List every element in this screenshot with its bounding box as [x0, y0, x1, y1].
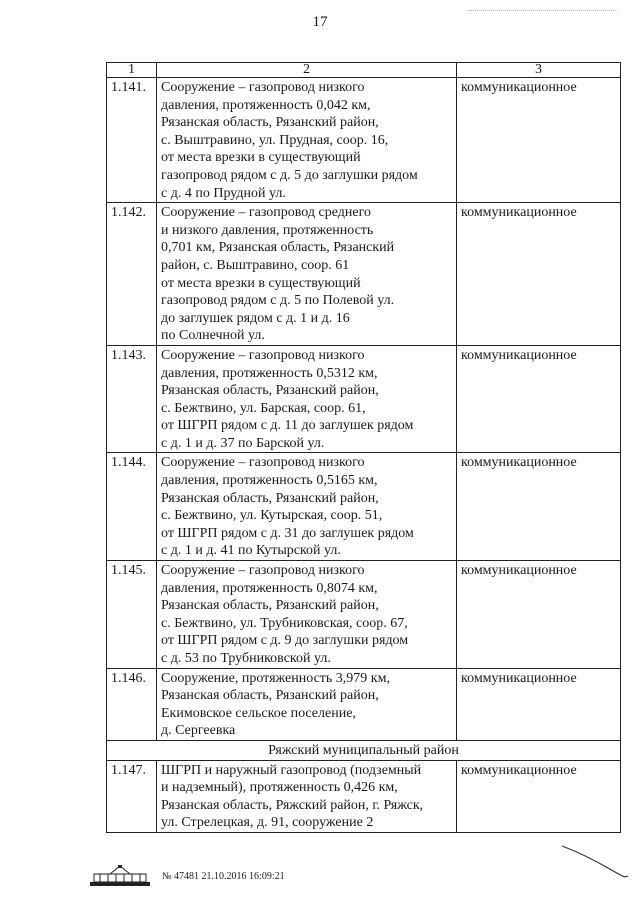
row-type: коммуникационное	[457, 203, 621, 346]
table-row	[107, 345, 621, 453]
row-description: Сооружение – газопровод среднего и низкого давления, протяженность 0,701 км, Рязанская область, Рязанский район, с. Выштравино, соор. 61 от места врезки в существующий газопровод рядом с д. 5 по Полевой ул. до заглушек рядом с д. 1 и д. 16 по Солнечной ул.	[157, 203, 457, 346]
table-row	[107, 561, 621, 669]
pen-stroke-mark	[560, 840, 630, 880]
row-number: 1.147.	[107, 760, 157, 832]
table-header-row	[107, 63, 621, 78]
government-building-emblem-icon	[88, 864, 152, 888]
table-row	[107, 668, 621, 740]
row-description: Сооружение – газопровод низкого давления, протяженность 0,8074 км, Рязанская область, Рязанский район, с. Бежтвино, ул. Трубниковская, соор. 67, от ШГРП рядом с д. 9 до заглушки рядом с д. 53 по Трубниковской ул.	[157, 561, 457, 669]
page-number: 17	[312, 14, 328, 30]
row-description: Сооружение – газопровод низкого давления, протяженность 0,5165 км, Рязанская область, Рязанский район, с. Бежтвино, ул. Кутырская, соор. 51, от ШГРП рядом с д. 31 до заглушек рядом с д. 1 и д. 41 по Кутырской ул.	[157, 453, 457, 561]
row-number: 1.145.	[107, 561, 157, 669]
row-number: 1.141.	[107, 78, 157, 203]
table-row	[107, 78, 621, 203]
row-type: коммуникационное	[457, 668, 621, 740]
section-row	[107, 740, 621, 760]
row-number: 1.143.	[107, 345, 157, 453]
row-number: 1.146.	[107, 668, 157, 740]
row-number: 1.142.	[107, 203, 157, 346]
table-row	[107, 203, 621, 346]
row-description: Сооружение – газопровод низкого давления, протяженность 0,042 км, Рязанская область, Рязанский район, с. Выштравино, ул. Прудная, соор. 16, от места врезки в существующий газопровод рядом с д. 5 до заглушки рядом с д. 4 по Прудной ул.	[157, 78, 457, 203]
column-header-2: 2	[157, 63, 457, 78]
row-description: Сооружение, протяженность 3,979 км, Рязанская область, Рязанский район, Екимовское сельское поселение, д. Сергеевка	[157, 668, 457, 740]
table-row	[107, 453, 621, 561]
row-type: коммуникационное	[457, 760, 621, 832]
registry-table	[106, 62, 621, 833]
row-type: коммуникационное	[457, 453, 621, 561]
table-row	[107, 760, 621, 832]
column-header-1: 1	[107, 63, 157, 78]
row-description: Сооружение – газопровод низкого давления, протяженность 0,5312 км, Рязанская область, Рязанский район, с. Бежтвино, ул. Барская, соор. 61, от ШГРП рядом с д. 11 до заглушек рядом с д. 1 и д. 37 по Барской ул.	[157, 345, 457, 453]
column-header-3: 3	[457, 63, 621, 78]
scan-artifact	[468, 10, 618, 15]
row-description: ШГРП и наружный газопровод (подземный и надземный), протяженность 0,426 км, Рязанская область, Ряжский район, г. Ряжск, ул. Стрелецкая, д. 91, сооружение 2	[157, 760, 457, 832]
registration-stamp: № 47481 21.10.2016 16:09:21	[162, 871, 285, 882]
row-type: коммуникационное	[457, 561, 621, 669]
row-type: коммуникационное	[457, 78, 621, 203]
section-title: Ряжский муниципальный район	[107, 740, 621, 760]
row-type: коммуникационное	[457, 345, 621, 453]
row-number: 1.144.	[107, 453, 157, 561]
